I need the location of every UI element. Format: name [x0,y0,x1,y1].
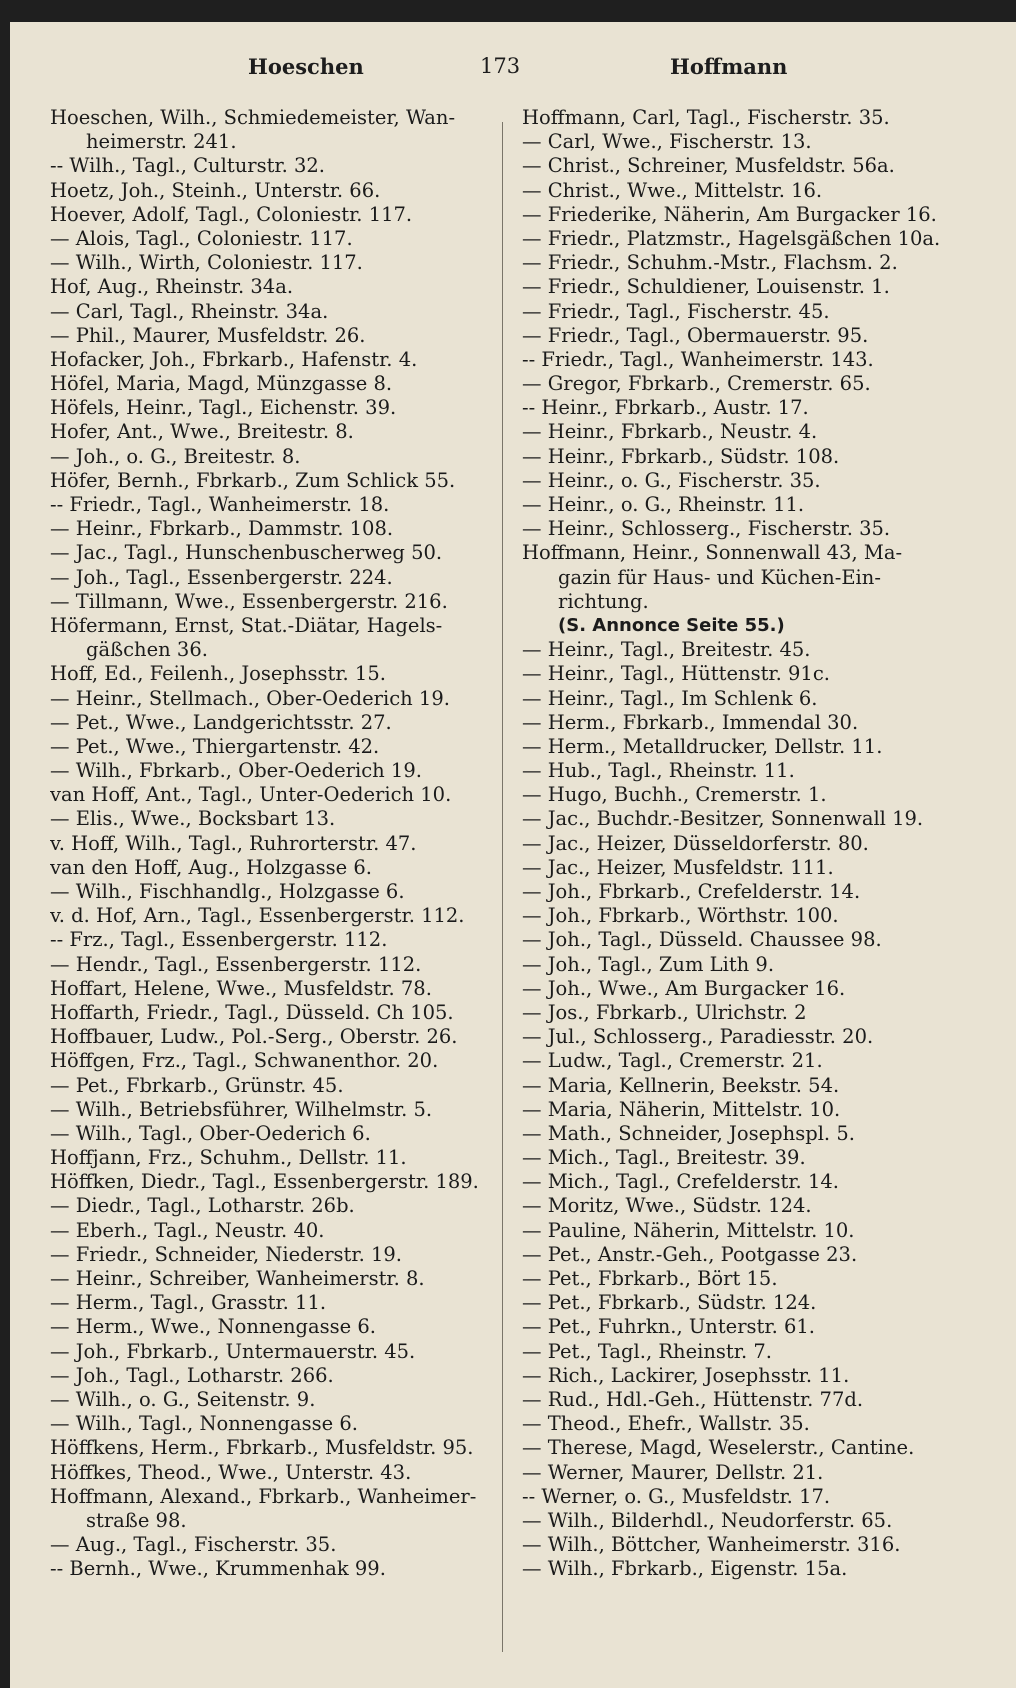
directory-entry-line: — Mich., Tagl., Crefelderstr. 14. [522,1170,839,1194]
directory-entry-line: Hoffmann, Alexand., Fbrkarb., Wanheimer- [50,1484,477,1508]
directory-entry-line: — Friedr., Platzmstr., Hagelsgäßchen 10a. [522,226,941,250]
directory-entry-line: — Christ., Schreiner, Musfeldstr. 56a. [522,154,895,178]
directory-entry-line: Höfermann, Ernst, Stat.-Diätar, Hagels- [50,613,443,637]
directory-entry-line: — Jac., Buchdr.-Besitzer, Sonnenwall 19. [522,807,924,831]
directory-entry-line: — Pet., Fbrkarb., Grünstr. 45. [50,1073,344,1097]
directory-entry-line: -- Wilh., Tagl., Culturstr. 32. [50,154,325,178]
directory-entry-line: — Friedr., Schuldiener, Louisenstr. 1. [522,275,890,299]
directory-entry-line: — Friedr., Tagl., Fischerstr. 45. [522,299,830,323]
directory-entry-line: — Heinr., Tagl., Hüttenstr. 91c. [522,662,830,686]
directory-entry-line: — Herm., Tagl., Grasstr. 11. [50,1291,327,1315]
directory-entry-line: — Heinr., Tagl., Breitestr. 45. [522,638,811,662]
directory-entry-line: (S. Annonce Seite 55.) [558,614,785,636]
page-header [10,54,1016,94]
directory-entry-line: Höffkens, Herm., Fbrkarb., Musfeldstr. 95. [50,1436,474,1460]
directory-entry-line: — Wilh., Bilderhdl., Neudorferstr. 65. [522,1508,893,1532]
page-number: 173 [480,54,521,78]
directory-entry-line: — Joh., Wwe., Am Burgacker 16. [522,976,846,1000]
directory-entry-line: — Hub., Tagl., Rheinstr. 11. [522,759,795,783]
header-right-keyword: Hoffmann [670,54,788,79]
directory-entry-line: — Wilh., Fbrkarb., Eigenstr. 15a. [522,1557,848,1581]
directory-entry-line: v. Hoff, Wilh., Tagl., Ruhrorterstr. 47. [50,831,417,855]
directory-entry-line: Hof, Aug., Rheinstr. 34a. [50,275,294,299]
directory-entry-line: — Math., Schneider, Josephspl. 5. [522,1121,855,1145]
directory-entry-line: — Werner, Maurer, Dellstr. 21. [522,1460,824,1484]
directory-entry-line: -- Heinr., Fbrkarb., Austr. 17. [522,396,809,420]
directory-entry-line: — Joh., Fbrkarb., Untermauerstr. 45. [50,1339,416,1363]
directory-entry-line: Hoff, Ed., Feilenh., Josephsstr. 15. [50,662,386,686]
directory-entry-line: — Heinr., o. G., Fischerstr. 35. [522,468,821,492]
directory-entry-line: Höfels, Heinr., Tagl., Eichenstr. 39. [50,396,397,420]
directory-entry-line: — Heinr., Fbrkarb., Neustr. 4. [522,420,818,444]
directory-entry-line: — Wilh., Tagl., Nonnengasse 6. [50,1412,358,1436]
directory-entry-line: — Rud., Hdl.-Geh., Hüttenstr. 77d. [522,1387,864,1411]
directory-entry-line: — Carl, Wwe., Fischerstr. 13. [522,130,812,154]
directory-entry-line: Hoffjann, Frz., Schuhm., Dellstr. 11. [50,1146,407,1170]
directory-entry-line: — Heinr., Fbrkarb., Südstr. 108. [522,444,840,468]
directory-entry-line: -- Bernh., Wwe., Krummenhak 99. [50,1557,386,1581]
directory-entry-line: Hofer, Ant., Wwe., Breitestr. 8. [50,420,354,444]
directory-entry-line: — Heinr., o. G., Rheinstr. 11. [522,493,805,516]
directory-entry-line: — Wilh., Fischhandlg., Holzgasse 6. [50,880,405,903]
directory-entry-line: gazin für Haus- und Küchen-Ein- [558,565,881,589]
directory-entry-line: — Maria, Kellnerin, Beekstr. 54. [522,1073,840,1097]
directory-entry-line: van den Hoff, Aug., Holzgasse 6. [50,855,372,879]
directory-entry-line: — Christ., Wwe., Mittelstr. 16. [522,178,823,202]
directory-entry-line: — Carl, Tagl., Rheinstr. 34a. [50,299,329,323]
directory-page [10,22,1016,1688]
directory-entry-line: — Jac., Heizer, Musfeldstr. 111. [522,855,834,879]
directory-entry-line: Höffken, Diedr., Tagl., Essenbergerstr. 189. [50,1170,479,1194]
directory-entry-line: — Wilh., Betriebsführer, Wilhelmstr. 5. [50,1097,433,1121]
directory-entry-line: Höffgen, Frz., Tagl., Schwanenthor. 20. [50,1049,439,1073]
directory-entry-line: — Hendr., Tagl., Essenbergerstr. 112. [50,952,422,976]
directory-entry-line: — Therese, Magd, Weselerstr., Cantine. [522,1436,915,1460]
directory-entry-line: — Pet., Tagl., Rheinstr. 7. [522,1339,772,1363]
directory-entry-line: — Friedr., Schneider, Niederstr. 19. [50,1242,402,1266]
directory-entry-line: — Joh., Tagl., Lotharstr. 266. [50,1363,334,1387]
directory-entry-line: — Joh., Fbrkarb., Crefelderstr. 14. [522,880,861,903]
directory-entry-line: — Jac., Heizer, Düsseldorferstr. 80. [522,831,869,855]
directory-entry-line: — Heinr., Tagl., Im Schlenk 6. [522,686,818,710]
directory-entry-line: straße 98. [86,1508,187,1532]
directory-entry-line: — Joh., Tagl., Düsseld. Chaussee 98. [522,928,882,952]
directory-entry-line: — Friederike, Näherin, Am Burgacker 16. [522,202,937,226]
directory-entry-line: — Joh., Tagl., Zum Lith 9. [522,952,775,976]
directory-entry-line: Höffkes, Theod., Wwe., Unterstr. 43. [50,1460,412,1484]
directory-entry-line: Hofacker, Joh., Fbrkarb., Hafenstr. 4. [50,347,418,371]
directory-entry-line: — Heinr., Fbrkarb., Dammstr. 108. [50,517,394,541]
directory-entry-line: Höfel, Maria, Magd, Münzgasse 8. [50,372,393,396]
directory-entry-line: gäßchen 36. [86,638,208,662]
directory-entry-line: — Herm., Wwe., Nonnengasse 6. [50,1315,377,1339]
column-divider [502,122,503,1652]
directory-entry-line: — Heinr., Schlosserg., Fischerstr. 35. [522,517,891,541]
directory-entry-line: — Wilh., o. G., Seitenstr. 9. [50,1387,316,1411]
directory-entry-line: — Ludw., Tagl., Cremerstr. 21. [522,1049,823,1073]
directory-entry-line: — Diedr., Tagl., Lotharstr. 26b. [50,1194,355,1218]
directory-entry-line: — Friedr., Schuhm.-Mstr., Flachsm. 2. [522,251,898,275]
directory-entry-line: — Jos., Fbrkarb., Ulrichstr. 2 [522,1000,807,1024]
directory-entry-line: — Theod., Ehefr., Wallstr. 35. [522,1412,810,1436]
directory-entry-line: — Pet., Wwe., Thiergartenstr. 42. [50,734,380,758]
right-column [522,106,962,1581]
directory-entry-line: — Hugo, Buchh., Cremerstr. 1. [522,783,827,807]
directory-entry-line: Hoffmann, Heinr., Sonnenwall 43, Ma- [522,541,903,565]
directory-entry-line: — Alois, Tagl., Coloniestr. 117. [50,226,353,250]
directory-entry-line: — Wilh., Wirth, Coloniestr. 117. [50,251,363,275]
directory-entry-line: Höfer, Bernh., Fbrkarb., Zum Schlick 55. [50,468,456,492]
directory-entry-line: — Heinr., Stellmach., Ober-Oederich 19. [50,686,450,710]
directory-entry-line: Hoffarth, Friedr., Tagl., Düsseld. Ch 105. [50,1000,454,1024]
directory-entry-line: — Gregor, Fbrkarb., Cremerstr. 65. [522,372,871,396]
directory-entry-line: Hoffbauer, Ludw., Pol.-Serg., Oberstr. 26. [50,1025,458,1049]
directory-entry-line: — Jul., Schlosserg., Paradiesstr. 20. [522,1025,874,1049]
directory-entry-line: — Mich., Tagl., Breitestr. 39. [522,1146,806,1170]
directory-entry-line: — Herm., Fbrkarb., Immendal 30. [522,710,859,734]
directory-entry-line: — Heinr., Schreiber, Wanheimerstr. 8. [50,1267,425,1290]
directory-entry-line: — Moritz, Wwe., Südstr. 124. [522,1194,812,1218]
directory-entry-line: — Jac., Tagl., Hunschenbuscherweg 50. [50,541,443,565]
directory-entry-line: van Hoff, Ant., Tagl., Unter-Oederich 10. [50,783,452,807]
directory-entry-line: — Aug., Tagl., Fischerstr. 35. [50,1533,337,1557]
directory-entry-line: — Elis., Wwe., Bocksbart 13. [50,807,336,831]
directory-entry-line: — Tillmann, Wwe., Essenbergerstr. 216. [50,589,448,613]
directory-entry-line: Hoeschen, Wilh., Schmiedemeister, Wan- [50,106,456,129]
directory-entry-line: — Herm., Metalldrucker, Dellstr. 11. [522,734,883,758]
directory-entry-line: Hoetz, Joh., Steinh., Unterstr. 66. [50,178,381,202]
directory-entry-line: — Joh., Fbrkarb., Wörthstr. 100. [522,904,839,928]
directory-entry-line: -- Frz., Tagl., Essenbergerstr. 112. [50,928,388,952]
directory-entry-line: -- Friedr., Tagl., Wanheimerstr. 18. [50,493,390,516]
left-column [50,106,490,1581]
directory-entry-line: — Wilh., Fbrkarb., Ober-Oederich 19. [50,759,422,783]
directory-entry-line: — Pet., Anstr.-Geh., Pootgasse 23. [522,1242,858,1266]
directory-entry-line: -- Werner, o. G., Musfeldstr. 17. [522,1484,831,1508]
directory-entry-line: Hoever, Adolf, Tagl., Coloniestr. 117. [50,202,413,226]
directory-entry-line: — Wilh., Tagl., Ober-Oederich 6. [50,1121,371,1145]
directory-entry-line: Hoffmann, Carl, Tagl., Fischerstr. 35. [522,106,890,129]
directory-entry-line: — Pauline, Näherin, Mittelstr. 10. [522,1218,855,1242]
directory-entry-line: — Maria, Näherin, Mittelstr. 10. [522,1097,841,1121]
directory-entry-line: — Phil., Maurer, Musfeldstr. 26. [50,323,366,347]
directory-entry-line: — Pet., Fuhrkn., Unterstr. 61. [522,1315,815,1339]
directory-entry-line: Hoffart, Helene, Wwe., Musfeldstr. 78. [50,976,432,1000]
directory-entry-line: — Eberh., Tagl., Neustr. 40. [50,1218,325,1242]
header-left-keyword: Hoeschen [248,54,364,79]
directory-entry-line: v. d. Hof, Arn., Tagl., Essenbergerstr. 112. [50,904,465,928]
directory-entry-line: — Wilh., Böttcher, Wanheimerstr. 316. [522,1533,901,1557]
directory-entry-line: — Rich., Lackirer, Josephsstr. 11. [522,1363,850,1387]
directory-entry-line: — Joh., o. G., Breitestr. 8. [50,444,301,468]
directory-entry-line: richtung. [558,589,649,613]
directory-entry-line: -- Friedr., Tagl., Wanheimerstr. 143. [522,347,874,371]
directory-entry-line: heimerstr. 241. [86,130,237,154]
directory-entry-line: — Friedr., Tagl., Obermauerstr. 95. [522,323,869,347]
directory-entry-line: — Pet., Fbrkarb., Bört 15. [522,1267,778,1290]
directory-entry-line: — Joh., Tagl., Essenbergerstr. 224. [50,565,393,589]
directory-entry-line: — Pet., Wwe., Landgerichtsstr. 27. [50,710,392,734]
directory-entry-line: — Pet., Fbrkarb., Südstr. 124. [522,1291,817,1315]
